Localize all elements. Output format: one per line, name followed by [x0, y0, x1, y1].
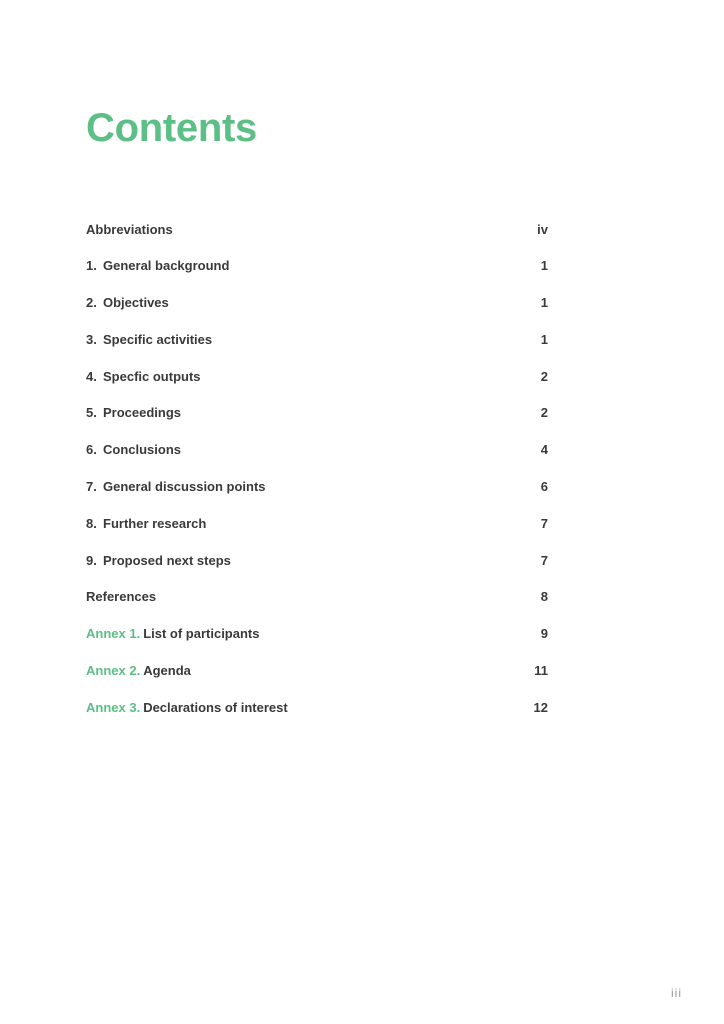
toc-entry-page: iv — [537, 221, 548, 237]
toc-entry-page: 7 — [540, 552, 548, 568]
toc-entry-page: 2 — [540, 368, 548, 384]
toc-entry-title-wrap — [86, 663, 191, 678]
toc-entry-title: List of participants — [143, 626, 260, 642]
annex-label: Annex 1. — [86, 626, 141, 642]
toc-entry-specific-outputs[interactable] — [86, 367, 548, 385]
toc-entry-number: 4. — [86, 368, 97, 384]
toc-entry-annex-3[interactable] — [86, 698, 548, 716]
toc-entry-title: Abbreviations — [86, 221, 173, 237]
toc-entry-number: 1. — [86, 258, 97, 274]
toc-entry-title: General background — [103, 258, 230, 274]
toc-entry-title: Proceedings — [103, 405, 182, 421]
toc-entry-page: 1 — [540, 331, 548, 347]
toc-entry-number: 8. — [86, 515, 97, 531]
toc-entry-title: Conclusions — [103, 442, 182, 458]
toc-entry-page: 1 — [540, 258, 548, 274]
toc-entry-title: Agenda — [143, 663, 191, 679]
toc-entry-annex-2[interactable] — [86, 662, 548, 680]
toc-entry-title: References — [86, 589, 157, 605]
toc-entry-further-research[interactable] — [86, 514, 548, 532]
toc-entry-page: 4 — [540, 442, 548, 458]
toc-entry-general-discussion-points[interactable] — [86, 478, 548, 496]
toc-entry-title-wrap — [86, 405, 181, 420]
toc-entry-title-wrap — [86, 700, 288, 715]
annex-label: Annex 2. — [86, 663, 141, 679]
toc-entry-number: 3. — [86, 331, 97, 347]
toc-entry-proposed-next-steps[interactable] — [86, 551, 548, 569]
toc-entry-title-wrap — [86, 369, 201, 384]
toc-entry-title: Objectives — [103, 295, 169, 311]
toc-entry-title-wrap — [86, 222, 173, 237]
toc-entry-title-wrap — [86, 479, 266, 494]
page-title: Contents — [86, 106, 257, 150]
toc-entry-page: 11 — [534, 663, 548, 679]
table-of-contents — [86, 220, 548, 735]
toc-entry-general-background[interactable] — [86, 257, 548, 275]
toc-entry-title: Further research — [103, 515, 207, 531]
toc-entry-title-wrap — [86, 516, 206, 531]
toc-entry-title: Specific activities — [103, 331, 213, 347]
toc-entry-number: 2. — [86, 295, 97, 311]
toc-entry-specific-activities[interactable] — [86, 330, 548, 348]
toc-entry-title-wrap — [86, 589, 156, 604]
toc-entry-title-wrap — [86, 258, 229, 273]
toc-entry-page: 8 — [540, 589, 548, 605]
toc-entry-page: 12 — [533, 699, 548, 715]
toc-entry-proceedings[interactable] — [86, 404, 548, 422]
page-number: iii — [671, 986, 682, 1000]
toc-entry-title-wrap — [86, 626, 259, 641]
annex-label: Annex 3. — [86, 699, 141, 715]
toc-entry-objectives[interactable] — [86, 294, 548, 312]
toc-entry-page: 9 — [540, 626, 548, 642]
toc-entry-page: 7 — [540, 515, 548, 531]
toc-entry-title-wrap — [86, 332, 212, 347]
toc-entry-annex-1[interactable] — [86, 625, 548, 643]
toc-entry-number: 6. — [86, 442, 97, 458]
toc-entry-conclusions[interactable] — [86, 441, 548, 459]
toc-entry-references[interactable] — [86, 588, 548, 606]
toc-entry-title: Proposed next steps — [103, 552, 231, 568]
toc-entry-title-wrap — [86, 442, 181, 457]
toc-entry-number: 9. — [86, 552, 97, 568]
toc-entry-title: Declarations of interest — [143, 699, 288, 715]
toc-entry-number: 7. — [86, 479, 97, 495]
toc-entry-title-wrap — [86, 295, 169, 310]
toc-entry-number: 5. — [86, 405, 97, 421]
toc-entry-page: 2 — [540, 405, 548, 421]
toc-entry-title: Specfic outputs — [103, 368, 201, 384]
toc-entry-title-wrap — [86, 553, 231, 568]
toc-entry-page: 1 — [540, 295, 548, 311]
toc-entry-abbreviations[interactable] — [86, 220, 548, 238]
toc-entry-title: General discussion points — [103, 479, 266, 495]
toc-entry-page: 6 — [540, 479, 548, 495]
